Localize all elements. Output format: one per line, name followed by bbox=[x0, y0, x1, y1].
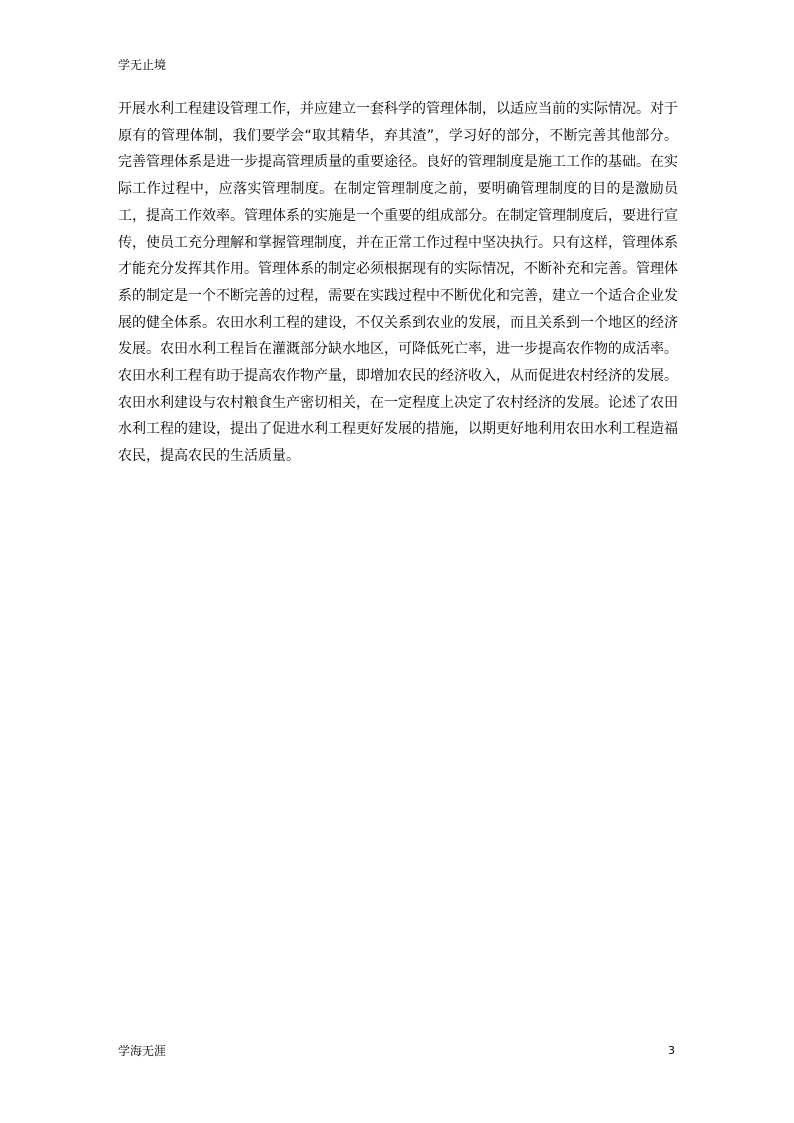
page-footer: 学海无涯 bbox=[118, 1044, 167, 1058]
page-number: 3 bbox=[668, 1044, 675, 1057]
body-paragraph: 开展水利工程建设管理工作，并应建立一套科学的管理体制，以适应当前的实际情况。对于原有的管理体制，我们要学会“取其精华，弃其渣”，学习好的部分，不断完善其他部分。完善管理体系是进一步提高管理质量的重要途径。良好的管理制度是施工工作的基础。在实际工作过程中，应落实管理制度。在制定管理制度之前，要明确管理制度的目的是激励员工，提高工作效率。管理体系的实施是一个重要的组成部分。在制定管理制度后，要进行宣传，使员工充分理解和掌握管理制度，并在正常工作过程中坚决执行。只有这样，管理体系才能充分发挥其作用。管理体系的制定必须根据现有的实际情况，不断补充和完善。管理体系的制定是一个不断完善的过程，需要在实践过程中不断优化和完善，建立一个适合企业发展的健全体系。农田水利工程的建设，不仅关系到农业的发展，而且关系到一个地区的经济发展。农田水利工程旨在灌溉部分缺水地区，可降低死亡率，进一步提高农作物的成活率。农田水利工程有助于提高农作物产量，即增加农民的经济收入，从而促进农村经济的发展。农田水利建设与农村粮食生产密切相关，在一定程度上决定了农村经济的发展。论述了农田水利工程的建设，提出了促进水利工程更好发展的措施，以期更好地利用农田水利工程造福农民，提高农民的生活质量。 bbox=[118, 101, 678, 465]
page-header: 学无止境 bbox=[118, 58, 167, 72]
